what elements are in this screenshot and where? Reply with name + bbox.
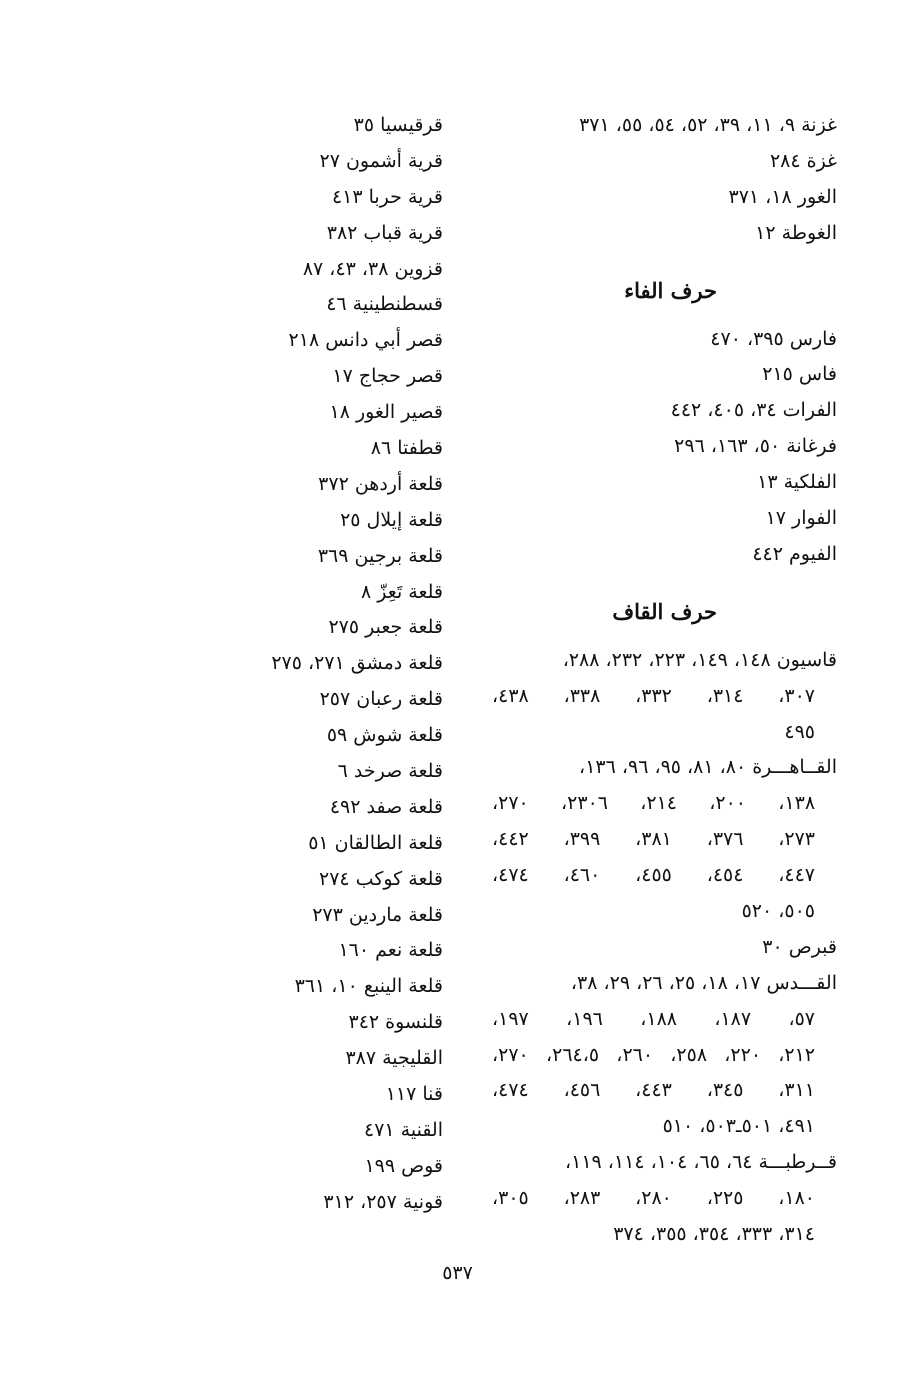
index-entry-continuation: ٢١٢، ٢٢٠، ٢٥٨، ٢٦٠، ٢٦٤،٥، ٢٧٠، — [492, 1043, 816, 1066]
index-entry: قلعة برجين ٣٦٩ — [317, 544, 443, 567]
index-entry: قلعة إيلال ٢٥ — [340, 508, 443, 531]
index-column-right — [492, 108, 837, 1253]
index-entry: قزوين ٣٨، ٤٣، ٨٧ — [302, 257, 443, 280]
index-entry-continuation: ٥٠٥، ٥٢٠ — [741, 900, 815, 923]
index-entry: الفرات ٣٤، ٤٠٥، ٤٤٢ — [670, 399, 837, 422]
index-entry: الفوار ١٧ — [765, 507, 837, 530]
index-entry: الغوطة ١٢ — [755, 221, 837, 244]
index-entry: قلنسوة ٣٤٢ — [348, 1011, 443, 1034]
index-entry: قلعة شوش ٥٩ — [326, 724, 443, 747]
index-entry: قونية ٢٥٧، ٣١٢ — [323, 1190, 443, 1213]
index-entry: قلعة جعبر ٢٧٥ — [328, 616, 443, 639]
index-entry-continuation: ١٣٨، ٢٠٠، ٢١٤، ٢٣٠٦، ٢٧٠، — [492, 792, 816, 815]
index-entry: قلعة تَعِزّ ٨ — [361, 580, 443, 603]
index-entry: قرية حربا ٤١٣ — [331, 185, 443, 208]
index-entry: قلعة دمشق ٢٧١، ٢٧٥ — [271, 652, 443, 675]
index-entry: فاس ٢١٥ — [762, 363, 837, 386]
index-entry: قلعة الينبع ١٠، ٣٦١ — [294, 975, 443, 998]
index-entry: قصر أبي دانس ٢١٨ — [288, 329, 443, 352]
index-entry: الفلكية ١٣ — [757, 471, 837, 494]
index-entry-continuation: ٣٠٧، ٣١٤، ٣٣٢، ٣٣٨، ٤٣٨، — [492, 684, 816, 707]
index-entry: القليجية ٣٨٧ — [345, 1047, 443, 1070]
index-entry: قصير الغور ١٨ — [329, 401, 443, 424]
index-entry: قسطنطينية ٤٦ — [326, 293, 443, 316]
index-column-left — [238, 108, 443, 1221]
page-number: ٥٣٧ — [442, 1262, 473, 1284]
index-entry: قلعة رعبان ٢٥٧ — [319, 688, 443, 711]
index-entry: قلعة أردهن ٣٧٢ — [318, 472, 443, 495]
index-entry: القــاهـــرة ٨٠، ٨١، ٩٥، ٩٦، ١٣٦، — [579, 756, 837, 779]
index-entry: فارس ٣٩٥، ٤٧٠ — [710, 327, 837, 350]
index-entry-continuation: ٤٩١، ٥٠١ـ٥٠٣، ٥١٠ — [662, 1115, 815, 1138]
index-entry: الفيوم ٤٤٢ — [752, 542, 837, 565]
index-entry: قلعة نعم ١٦٠ — [338, 939, 443, 962]
section-heading: حرف القاف — [612, 598, 717, 624]
index-entry-continuation: ١٨٠، ٢٢٥، ٢٨٠، ٢٨٣، ٣٠٥، — [492, 1187, 816, 1210]
index-entry: قنا ١١٧ — [385, 1083, 443, 1106]
index-entry: قرقيسيا ٣٥ — [353, 114, 443, 136]
index-entry: قــرطبـــة ٦٤، ٦٥، ١٠٤، ١١٤، ١١٩، — [564, 1151, 837, 1174]
index-entry: قلعة صرخد ٦ — [337, 760, 443, 783]
index-entry: قصر حجاج ١٧ — [332, 365, 443, 388]
index-entry-continuation: ٣١٤، ٣٣٣، ٣٥٤، ٣٥٥، ٣٧٤ — [613, 1223, 815, 1246]
index-entry: قلعة الطالقان ٥١ — [308, 831, 443, 854]
index-entry: قاسيون ١٤٨، ١٤٩، ٢٢٣، ٢٣٢، ٢٨٨، — [562, 648, 837, 671]
index-entry: القـــدس ١٧، ١٨، ٢٥، ٢٦، ٢٩، ٣٨، — [570, 971, 837, 994]
index-entry-continuation: ٣١١، ٣٤٥، ٤٤٣، ٤٥٦، ٤٧٤، — [492, 1079, 816, 1102]
index-entry: قبرص ٣٠ — [762, 935, 837, 958]
index-entry-continuation: ٢٧٣، ٣٧٦، ٣٨١، ٣٩٩، ٤٤٢، — [492, 828, 816, 851]
index-entry-continuation: ٤٤٧، ٤٥٤، ٤٥٥، ٤٦٠، ٤٧٤، — [492, 864, 816, 887]
index-entry: قلعة ماردين ٢٧٣ — [312, 903, 443, 926]
index-entry: قرية قباب ٣٨٢ — [326, 221, 443, 244]
index-entry: قطفتا ٨٦ — [370, 437, 443, 460]
index-entry: القنية ٤٧١ — [364, 1118, 443, 1141]
index-entry: قرية أشمون ٢٧ — [319, 149, 443, 172]
index-entry-continuation: ٤٩٥ — [784, 720, 815, 743]
section-heading: حرف الفاء — [624, 277, 717, 303]
index-entry: قوص ١٩٩ — [364, 1154, 443, 1177]
index-entry-continuation: ٥٧، ١٨٧، ١٨٨، ١٩٦، ١٩٧، — [492, 1007, 815, 1030]
index-entry: فرغانة ٥٠، ١٦٣، ٢٩٦ — [674, 435, 837, 458]
index-entry: غزة ٢٨٤ — [769, 149, 837, 172]
index-entry: الغور ١٨، ٣٧١ — [728, 185, 837, 208]
index-entry: غزنة ٩، ١١، ٣٩، ٥٢، ٥٤، ٥٥، ٣٧١ — [579, 114, 837, 136]
index-entry: قلعة صفد ٤٩٢ — [329, 795, 443, 818]
index-entry: قلعة كوكب ٢٧٤ — [319, 867, 443, 890]
